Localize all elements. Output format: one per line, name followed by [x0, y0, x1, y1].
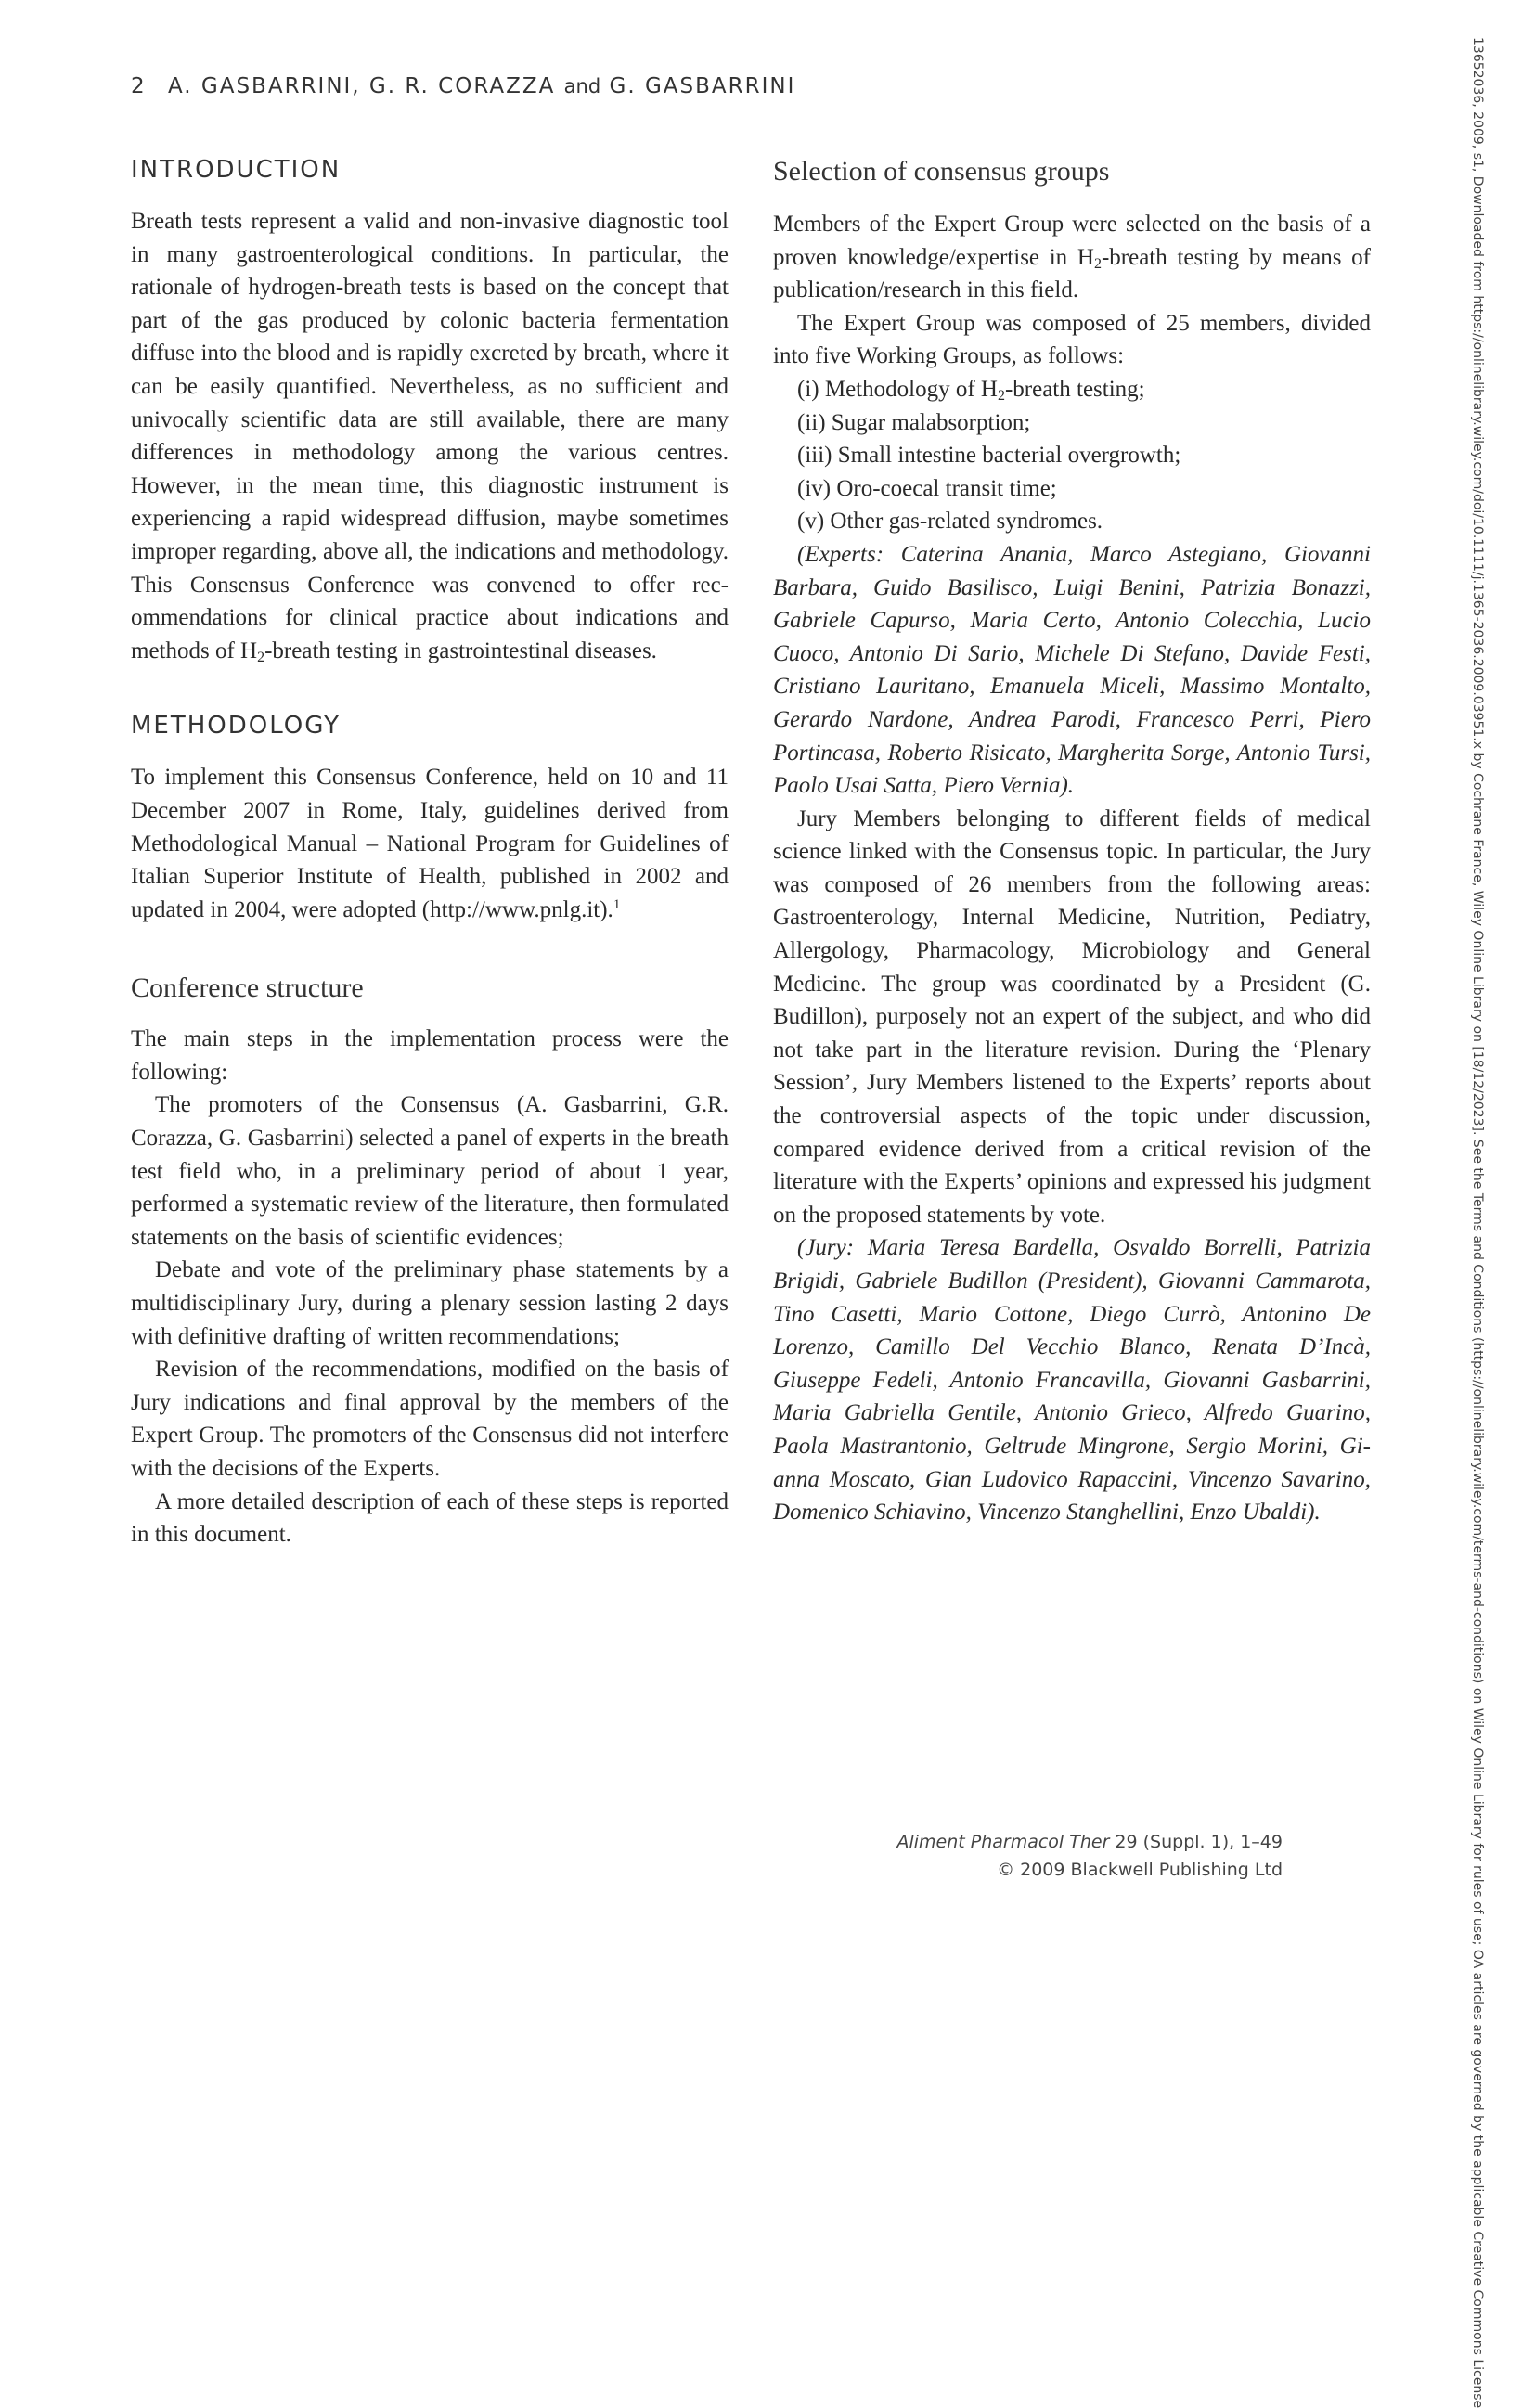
list-item: (ii) Sugar malabsorption; [797, 409, 1031, 435]
list-item: (iv) Oro-coecal transit time; [797, 475, 1057, 501]
structure-paragraph-1: The main steps in the implementation process were the following: [131, 1026, 729, 1085]
page-number: 2 [131, 74, 147, 98]
running-head [131, 74, 795, 98]
journal-citation: Aliment Pharmacol Ther 29 (Suppl. 1), 1–49 [896, 1832, 1283, 1852]
jury-paragraph: Jury Members belonging to different fields of medical science linked with the Consensus topic. In particular, the Jury was composed of 26 members from the following areas: Gastroenterology, Internal Medicine, Nutrition, Pediatry, Allergology, Pharmacology, Microbiology and General Medicine. The group was coordinated by a President (G. Budillon), purposely not an expert of the subject, and who did not take part in the literature revision. During the ‘Plenary Session’, Jury Members listened to the Experts’ reports about the controversial aspects of the topic under discussion, compared evidence derived from a critical revision of the literature with the Experts’ opinions and expressed his judgment on the proposed statements by vote. [773, 805, 1371, 1228]
authors-and: and [563, 75, 601, 97]
list-item: (v) Other gas-related syndromes. [797, 509, 1103, 534]
selection-paragraph-1: Members of the Expert Group were selected on the basis of a proven knowledge/expertise in $H_2$-breath testing by means of publication/research in this field. [773, 212, 1371, 303]
conference-structure-heading: Conference structure [131, 972, 364, 1004]
list-item: (iii) Small intestine bacterial overgrowth; [797, 443, 1181, 469]
list-item: (i) Methodology of $H_2$-breath testing; [797, 376, 1145, 404]
introduction-heading: INTRODUCTION [131, 156, 342, 184]
structure-paragraph-2: The promoters of the Consensus (A. Gasbarrini, G.R. Corazza, G. Gasbarrini) selected a panel of experts in the breath test field who, in a preliminary period of about 1 year, performed a systematic review of the literature, then formulated statements on the basis of scientific evidences; [131, 1092, 729, 1250]
copyright: © 2009 Blackwell Publishing Ltd [997, 1860, 1283, 1880]
methodology-heading: METHODOLOGY [131, 712, 342, 740]
structure-paragraph-3: Debate and vote of the preliminary phase statements by a multidisciplinary Jury, during a plenary session lasting 2 days with definitive drafting of written recommendations; [131, 1257, 729, 1349]
structure-paragraph-5: A more detailed description of each of these steps is reported in this document. [131, 1488, 729, 1548]
selection-paragraph-2: The Expert Group was composed of 25 members, divided into five Working Groups, as follows: [773, 310, 1371, 369]
methodology-paragraph: To implement this Consensus Conference, held on 10 and 11 December 2007 in Rome, Italy, guidelines derived from Methodological Manual – National Program for Guidelines of Italian Superior Institute of Health, published in 2002 and updated in 2004, were adopted (http://www.pnlg.it).$^1$ [131, 765, 729, 922]
structure-paragraph-4: Revision of the recommendations, modified on the basis of Jury indications and final approval by the members of the Expert Group. The promoters of the Consensus did not interfere with the decisions of the Experts. [131, 1357, 729, 1481]
download-notice: 13652036, 2009, s1, Downloaded from https://onlinelibrary.wiley.com/doi/10.1111/j.1365-2036.2009.03951.x by Cochrane France, Wiley Online Library on [18/12/2023]. See the Terms and Conditions (https://onlinelibrary.wiley.com/terms-and-conditions) on Wiley Online Library for rules of use; OA articles are governed by the applicable Creative Commons License [1470, 37, 1485, 2408]
authors-b: G. GASBARRINI [609, 74, 796, 98]
authors-a: A. GASBARRINI, G. R. CORAZZA [167, 74, 556, 98]
right-column [773, 156, 1371, 1529]
selection-heading: Selection of consensus groups [773, 156, 1110, 187]
page-footer [896, 1828, 1283, 1884]
jury-list: (Jury: Maria Teresa Bardella, Osvaldo Borrelli, Patrizia Brigidi, Gabriele Budillon (President), Giovanni Cammarota, Tino Casetti, Mario Cottone, Diego Currò, Antonino De Lorenzo, Camillo Del Vecchio Blanco, Renata D’Incà, Giuseppe Fedeli, Antonio Francavilla, Giovanni Gasbarrini, Maria Gabriella Gentile, Antonio Grieco, Alfredo Guarino, Paola Mastrantonio, Geltrude Mingrone, Sergio Morini, Gianna Moscato, Gian Ludovico Rapaccini, Vincenzo Savarino, Domenico Schiavino, Vincenzo Stanghellini, Enzo Ubaldi). [773, 1235, 1371, 1526]
introduction-paragraph: Breath tests represent a valid and non-invasive diagnostic tool in many gastroenterological conditions. In particular, the rationale of hydrogen-breath tests is based on the concept that part of the gas produced by colonic bacteria fermentation diffuse into the blood and is rapidly excreted by breath, where it can be easily quantified. Nevertheless, as no sufficient and univocally scientific data are still available, there are many differences in methodology among the various centres. However, in the mean time, this diagnostic instrument is experiencing a rapid widespread diffusion, maybe sometimes improper regarding, above all, the indications and methodology. This Consensus Conference was convened to offer recommendations for clinical practice about indications and methods of $H_2$-breath testing in gastrointestinal diseases. [131, 209, 729, 665]
left-column [131, 156, 729, 1552]
experts-list: (Experts: Caterina Anania, Marco Astegiano, Giovanni Barbara, Guido Basilisco, Luigi Benini, Patrizia Bonazzi, Gabriele Capurso, Maria Certo, Antonio Colecchia, Lucio Cuoco, Antonio Di Sario, Michele Di Stefano, Davide Festi, Cristiano Lauritano, Emanuela Miceli, Massimo Montalto, Gerardo Nardone, Andrea Parodi, Francesco Perri, Piero Portincasa, Roberto Risicato, Margherita Sorge, Antonio Tursi, Paolo Usai Satta, Piero Vernia). [773, 541, 1371, 799]
